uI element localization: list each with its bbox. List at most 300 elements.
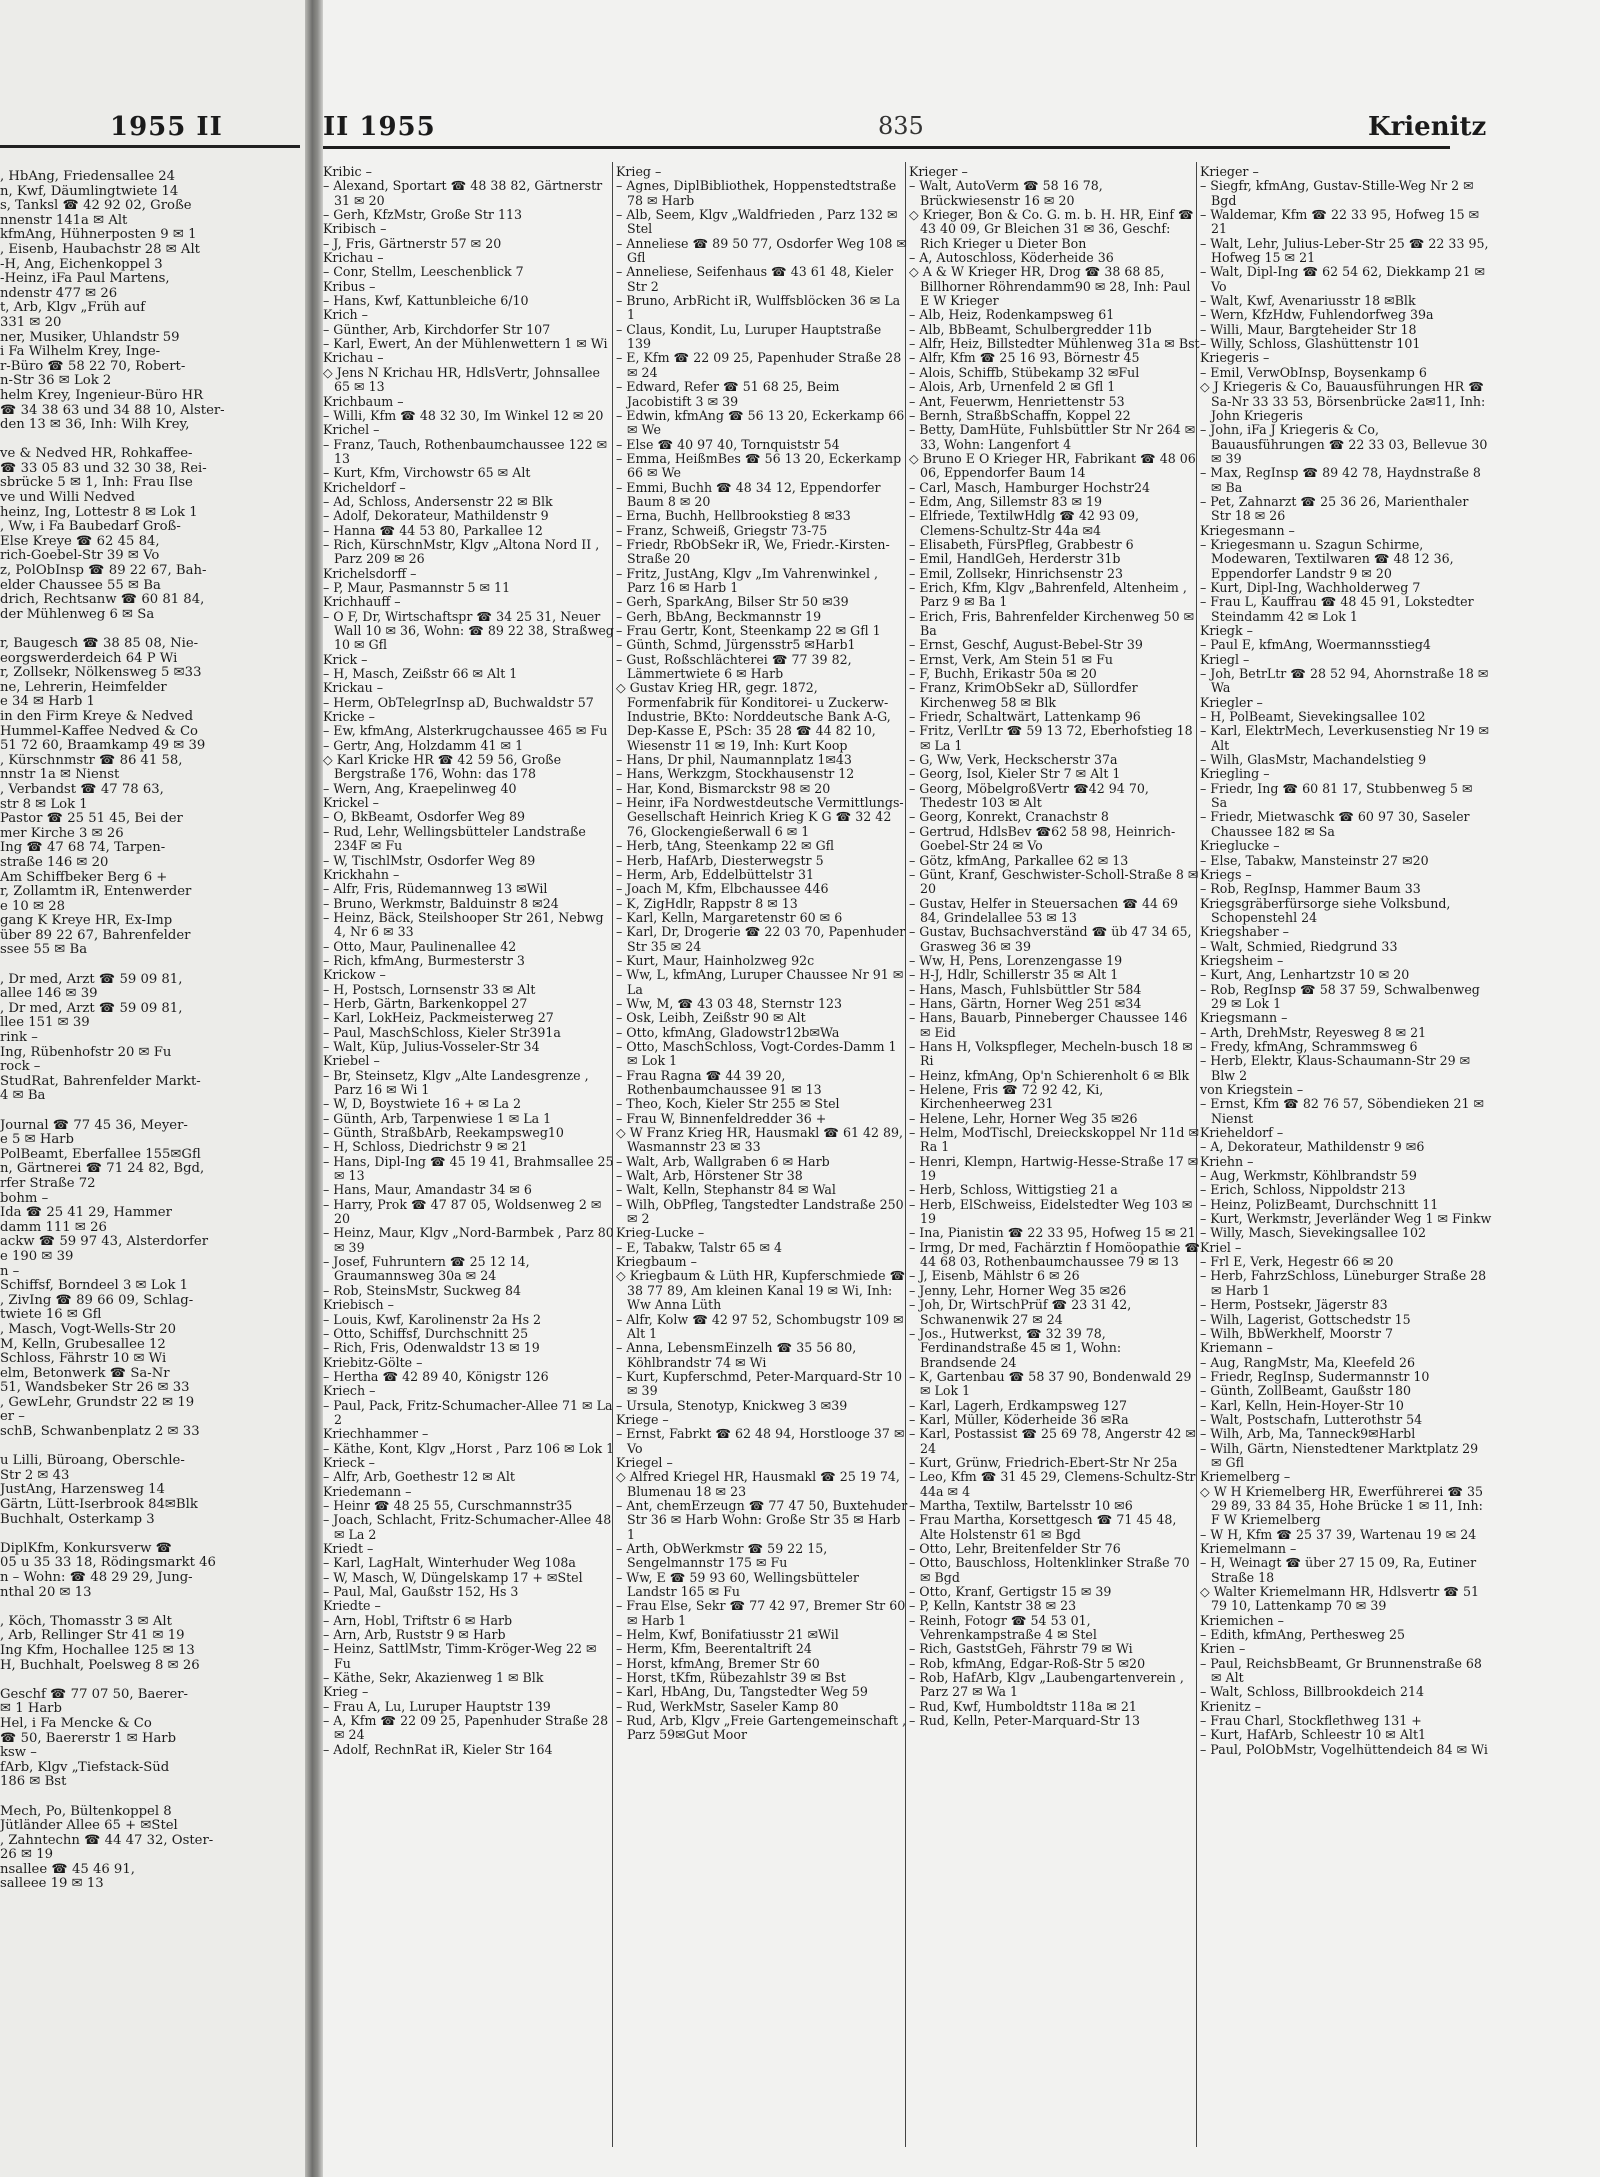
directory-entry: – Frau Charl, Stockflethweg 131 + (1200, 1713, 1422, 1729)
surname-heading: Kriedt – (323, 1541, 374, 1556)
directory-entry: – Walt, Schloss, Billbrookdeich 214 (1200, 1684, 1425, 1700)
directory-entry: – Joach, Schlacht, Fritz-Schumacher-Allee 48 ✉ La 2 (323, 1512, 612, 1542)
surname-heading: Kricheldorf – (323, 479, 406, 495)
left-page-line: nthal 20 ✉ 13 (0, 1584, 92, 1600)
directory-entry: – Elfriede, TextilwHdlg ☎ 42 93 09, Clemens-Schultz-Str 44a ✉4 (909, 508, 1139, 538)
directory-entry: – Herb, FahrzSchloss, Lüneburger Straße 28 ✉ Harb 1 (1200, 1268, 1487, 1298)
left-page-line: n, Gärtnerei ☎ 71 24 82, Bgd, (0, 1161, 205, 1177)
left-page-line: Hummel-Kaffee Nedved & Co (0, 723, 198, 739)
directory-entry: – Ww, H, Pens, Lorenzengasse 19 (909, 952, 1123, 968)
directory-entry: – J, Eisenb, Mählstr 6 ✉ 26 (909, 1268, 1080, 1284)
left-page-line: sbrücke 5 ✉ 1, Inh: Frau Ilse (0, 475, 193, 491)
directory-entry: – Anneliese ☎ 89 50 77, Osdorfer Weg 108 ✉ Gfl (616, 235, 907, 266)
left-page-fragment (0, 0, 305, 2177)
directory-entry: – Max, RegInsp ☎ 89 42 78, Haydnstraße 8 ✉ Ba (1200, 465, 1481, 495)
directory-entry: – H, Weinagt ☎ über 27 15 09, Ra, Eutiner Straße 18 (1200, 1555, 1477, 1585)
directory-entry: – Pet, Zahnarzt ☎ 25 36 26, Marienthaler Str 18 ✉ 26 (1200, 493, 1469, 524)
left-page-line: nnstr 1a ✉ Nienst (0, 767, 120, 783)
directory-entry: – Hans, Kwf, Kattunbleiche 6/10 (323, 293, 529, 309)
left-page-line: ackw ☎ 59 97 43, Alsterdorfer (0, 1234, 209, 1250)
directory-entry: – Gerh, BbAng, Beckmannstr 19 (616, 608, 822, 624)
left-page-column (0, 170, 300, 1892)
left-page-line: str 8 ✉ Lok 1 (0, 796, 88, 812)
directory-entry: – Frau Martha, Korsettgesch ☎ 71 45 48, Alte Holstenstr 61 ✉ Bgd (909, 1512, 1177, 1542)
business-entry: ◇ J Kriegeris & Co, Bauausführungen HR ☎ Sa-Nr 33 33 53, Börsenbrücke 2a✉11, Inh: John Kriegeris (1200, 379, 1486, 423)
directory-entry: – Kurt, Ang, Lenhartzstr 10 ✉ 20 (1200, 967, 1410, 983)
left-page-line: i Fa Wilhelm Krey, Inge- (0, 344, 161, 360)
surname-heading: Krichhauff – (323, 594, 401, 610)
left-page-line: Mech, Po, Bültenkoppel 8 (0, 1803, 172, 1819)
surname-heading: Krieglucke – (1200, 838, 1280, 854)
directory-entry: – Rich, Fris, Odenwaldstr 13 ✉ 19 (323, 1340, 540, 1356)
surname-heading: Krieg – (616, 164, 662, 179)
directory-column-3 (909, 165, 1201, 1728)
directory-entry: – Rich, GaststGeh, Fährstr 79 ✉ Wi (909, 1641, 1133, 1657)
directory-entry: – J, Fris, Gärtnerstr 57 ✉ 20 (323, 235, 502, 251)
directory-entry: – Wilh, Arb, Ma, Tanneck9✉Harbl (1200, 1426, 1416, 1442)
left-page-line: , Köch, Thomasstr 3 ✉ Alt (0, 1613, 172, 1629)
directory-entry: – Alfr, Arb, Goethestr 12 ✉ Alt (323, 1469, 515, 1485)
surname-heading: Krichau – (323, 250, 384, 266)
directory-entry: – Louis, Kwf, Karolinenstr 2a Hs 2 (323, 1311, 542, 1327)
directory-entry: – Joh, Dr, WirtschPrüf ☎ 23 31 42, Schwanenwik 27 ✉ 24 (909, 1297, 1132, 1327)
directory-entry: – Rob, HafArb, Klgv „Laubengartenverein , Parz 27 ✉ Wa 1 (909, 1670, 1184, 1700)
directory-entry: – Edm, Ang, Sillemstr 83 ✉ 19 (909, 493, 1103, 509)
surname-heading: Kriech – (323, 1383, 376, 1399)
directory-entry: – Georg, MöbelgroßVertr ☎42 94 70, Thedestr 103 ✉ Alt (909, 780, 1149, 811)
directory-entry: – Ant, Feuerwm, Henriettenstr 53 (909, 393, 1125, 409)
directory-entry: – Edwin, kfmAng ☎ 56 13 20, Eckerkamp 66 ✉ We (616, 407, 905, 438)
left-page-line: , GewLehr, Grundstr 22 ✉ 19 (0, 1394, 195, 1410)
surname-heading: Krieg – (323, 1684, 369, 1700)
directory-entry: – H-J, Hdlr, Schillerstr 35 ✉ Alt 1 (909, 967, 1119, 983)
left-page-line: rich-Goebel-Str 39 ✉ Vo (0, 548, 160, 564)
left-page-line: , Arb, Rellinger Str 41 ✉ 19 (0, 1628, 185, 1644)
directory-entry: – Otto, Kranf, Gertigstr 15 ✉ 39 (909, 1584, 1112, 1600)
surname-heading: Kricke – (323, 709, 375, 725)
directory-entry: – Alfr, Kolw ☎ 42 97 52, Schombugstr 109 ✉ Alt 1 (616, 1311, 904, 1341)
directory-entry: – Herm, Arb, Eddelbüttelstr 31 (616, 866, 815, 882)
left-page-line: schB, Schwanbenplatz 2 ✉ 33 (0, 1424, 200, 1440)
left-page-line: z, PolObInsp ☎ 89 22 67, Bah- (0, 563, 207, 579)
left-page-line: n, Kwf, Däumlingtwiete 14 (0, 183, 179, 199)
left-page-line: nnenstr 141a ✉ Alt (0, 212, 128, 228)
directory-entry: – Herm, ObTelegrInsp aD, Buchwaldstr 57 (323, 694, 594, 710)
directory-entry: – Helene, Fris ☎ 72 92 42, Ki, Kirchenheerweg 231 (909, 1082, 1104, 1112)
directory-entry: – P, Maur, Pasmannstr 5 ✉ 11 (323, 579, 511, 595)
directory-entry: – Hans, Dipl-Ing ☎ 45 19 41, Brahmsallee 25 ✉ 13 (323, 1153, 614, 1184)
left-page-line: Ing, Rübenhofstr 20 ✉ Fu (0, 1044, 172, 1060)
surname-heading: Krien – (1200, 1641, 1246, 1657)
directory-entry: – Alois, Schiffb, Stübekamp 32 ✉Ful (909, 364, 1140, 380)
directory-entry: – Heinz, PolizBeamt, Durchschnitt 11 (1200, 1196, 1439, 1212)
directory-entry: – Hans, Gärtn, Horner Weg 251 ✉34 (909, 995, 1142, 1011)
left-page-line: ☎ 33 05 83 und 32 30 38, Rei- (0, 460, 207, 476)
directory-entry: – Arn, Hobl, Triftstr 6 ✉ Harb (323, 1612, 513, 1628)
directory-entry: – Willi, Maur, Bargteheider Str 18 (1200, 321, 1417, 337)
directory-entry: – Osk, Leibh, Zeißstr 90 ✉ Alt (616, 1010, 806, 1026)
directory-entry: – Karl, Kelln, Margaretenstr 60 ✉ 6 (616, 909, 843, 925)
left-page-line: Schloss, Fährstr 10 ✉ Wi (0, 1351, 167, 1367)
directory-entry: – Gustav, Helfer in Steuersachen ☎ 44 69 84, Grindelallee 53 ✉ 13 (909, 895, 1179, 925)
left-page-line: Gärtn, Lütt-Iserbrook 84✉Blk (0, 1497, 198, 1513)
left-page-line: rink – (0, 1030, 38, 1046)
surname-heading: Kribisch – (323, 221, 387, 237)
directory-entry: – W, TischlMstr, Osdorfer Weg 89 (323, 852, 536, 868)
left-page-line (0, 1104, 300, 1119)
directory-entry: – Heinz, Bäck, Steilshooper Str 261, Nebwg 4, Nr 6 ✉ 33 (323, 909, 604, 940)
directory-entry: – Waldemar, Kfm ☎ 22 33 95, Hofweg 15 ✉ 21 (1200, 207, 1480, 237)
left-page-line: der Mühlenweg 6 ✉ Sa (0, 606, 155, 622)
directory-entry: – Friedr, Schaltwärt, Lattenkamp 96 (909, 709, 1141, 725)
left-page-line: in den Firm Kreye & Nedved (0, 708, 194, 724)
page-header-left: II 1955 (323, 112, 436, 142)
directory-entry: – Karl, LokHeiz, Packmeisterweg 27 (323, 1010, 554, 1026)
surname-heading: Kriegsmann – (1200, 1010, 1288, 1026)
directory-entry: – Wilh, Lagerist, Gottschedstr 15 (1200, 1311, 1411, 1327)
directory-entry: – Herb, ElSchweiss, Eidelstedter Weg 103 ✉ 19 (909, 1196, 1193, 1227)
left-page-line: u Lilli, Büroang, Oberschle- (0, 1453, 185, 1469)
surname-heading: Krieger – (1200, 164, 1259, 179)
left-page-line: Geschf ☎ 77 07 50, Baerer- (0, 1686, 189, 1702)
book-gutter (305, 0, 323, 2177)
directory-entry: – Hans, Maur, Amandastr 34 ✉ 6 (323, 1182, 532, 1198)
directory-entry: – Alb, BbBeamt, Schulbergredder 11b (909, 321, 1152, 337)
surname-heading: Kriemelmann – (1200, 1541, 1297, 1556)
left-page-line: e 34 ✉ Harb 1 (0, 694, 95, 710)
surname-heading: Kriemichen – (1200, 1612, 1284, 1628)
directory-entry: – H, Schloss, Diedrichstr 9 ✉ 21 (323, 1139, 528, 1155)
directory-entry: – Wern, Ang, Kraepelinweg 40 (323, 780, 517, 796)
left-page-line: r, Zollamtm iR, Entenwerder (0, 884, 192, 900)
directory-entry: – Paul, Mal, Gaußstr 152, Hs 3 (323, 1584, 519, 1600)
directory-entry: – Käthe, Kont, Klgv „Horst , Parz 106 ✉ Lok 1 (323, 1440, 615, 1456)
left-page-line: mer Kirche 3 ✉ 26 (0, 825, 124, 841)
directory-entry: Kriegsgräberfürsorge siehe Volksbund, Schopenstehl 24 (1200, 895, 1451, 925)
header-rule (323, 146, 1450, 149)
directory-column-4 (1200, 165, 1492, 1757)
directory-entry: – Rob, RegInsp, Hammer Baum 33 (1200, 881, 1421, 897)
left-page-line: nsallee ☎ 45 46 91, (0, 1861, 135, 1877)
left-page-line: n – Wohn: ☎ 48 29 29, Jung- (0, 1570, 193, 1585)
directory-entry: – Kurt, Kfm, Virchowstr 65 ✉ Alt (323, 465, 531, 481)
directory-entry: – Alois, Arb, Urnenfeld 2 ✉ Gfl 1 (909, 379, 1116, 395)
directory-entry: – Frau Ragna ☎ 44 39 20, Rothenbaumchaussee 91 ✉ 13 (616, 1067, 822, 1097)
left-page-line: kfmAng, Hühnerposten 9 ✉ 1 (0, 227, 197, 243)
left-page-line: Else Kreye ☎ 62 45 84, (0, 533, 160, 549)
directory-entry: – Rud, WerkMstr, Saseler Kamp 80 (616, 1698, 839, 1714)
left-page-line: bohm – (0, 1190, 49, 1206)
directory-entry: – G, Ww, Verk, Heckscherstr 37a (909, 752, 1118, 768)
directory-entry: – Karl, Müller, Köderheide 36 ✉Ra (909, 1411, 1129, 1427)
left-page-line (0, 1790, 300, 1805)
directory-entry: – Günt, Kranf, Geschwister-Scholl-Straße 8 ✉ 20 (909, 866, 1199, 897)
left-page-line: e 190 ✉ 39 (0, 1248, 74, 1264)
directory-entry: – Fredy, kfmAng, Schrammsweg 6 (1200, 1038, 1418, 1054)
directory-entry: – Hans H, Volkspfleger, Mecheln-busch 18 ✉ Ri (909, 1038, 1193, 1069)
directory-entry: – Ant, chemErzeugn ☎ 77 47 50, Buxtehuder Str 36 ✉ Harb Wohn: Große Str 35 ✉ Harb 1 (616, 1497, 908, 1542)
surname-heading: Krich – (323, 307, 368, 323)
directory-entry: – Harry, Prok ☎ 47 87 05, Woldsenweg 2 ✉ 20 (323, 1196, 602, 1227)
directory-entry: – Herb, Elektr, Klaus-Schaumann-Str 29 ✉ Blw 2 (1200, 1053, 1471, 1083)
directory-entry: – Horst, tKfm, Rübezahlstr 39 ✉ Bst (616, 1670, 846, 1686)
directory-entry: – Franz, Schweiß, Griegstr 73-75 (616, 522, 828, 538)
business-entry: ◇ Alfred Kriegel HR, Hausmakl ☎ 25 19 74, Blumenau 18 ✉ 23 (616, 1469, 900, 1499)
directory-entry: – Bernh, StraßbSchaffn, Koppel 22 (909, 407, 1131, 423)
directory-entry: – Paul, ReichsbBeamt, Gr Brunnenstraße 68 ✉ Alt (1200, 1655, 1482, 1686)
left-page-line: damm 111 ✉ 26 (0, 1219, 107, 1235)
left-page-line: n-Str 36 ✉ Lok 2 (0, 373, 112, 389)
directory-entry: – Emma, HeißmBes ☎ 56 13 20, Eckerkamp 66 ✉ We (616, 450, 902, 481)
surname-heading: Krichelsdorff – (323, 565, 417, 581)
directory-entry: – Karl, ElektrMech, Leverkusenstieg Nr 19 ✉ Alt (1200, 723, 1490, 753)
surname-heading: Kriemelberg – (1200, 1469, 1291, 1485)
left-page-line: PolBeamt, Eberfallee 155✉Gfl (0, 1146, 201, 1162)
left-page-line: , Verbandst ☎ 47 78 63, (0, 781, 164, 797)
directory-entry: – Kurt, HafArb, Schleestr 10 ✉ Alt1 (1200, 1727, 1427, 1743)
surname-heading: Kriebisch – (323, 1297, 394, 1313)
left-page-line (0, 958, 300, 973)
directory-entry: – Rob, SteinsMstr, Suckweg 84 (323, 1282, 521, 1298)
directory-entry: – Claus, Kondit, Lu, Luruper Hauptstraße 139 (616, 321, 882, 352)
left-page-line: ksw – (0, 1745, 37, 1761)
directory-entry: – Rud, Kelln, Peter-Marquard-Str 13 (909, 1713, 1140, 1729)
directory-entry: – Karl, Postassist ☎ 25 69 78, Angerstr 42 ✉ 24 (909, 1426, 1196, 1456)
directory-entry: – Alfr, Kfm ☎ 25 16 93, Börnestr 45 (909, 350, 1140, 366)
left-page-line: , Masch, Vogt-Wells-Str 20 (0, 1321, 177, 1337)
left-page-line: , Zahntechn ☎ 44 47 32, Oster- (0, 1832, 214, 1848)
surname-heading: Krickau – (323, 680, 384, 696)
directory-entry: – Gertrud, HdlsBev ☎62 58 98, Heinrich-Goebel-Str 24 ✉ Vo (909, 823, 1176, 854)
business-entry: ◇ Kriegbaum & Lüth HR, Kupferschmiede ☎ 38 77 89, Am kleinen Kanal 19 ✉ Wi, Inh: Ww Anna Lüth (616, 1268, 906, 1313)
directory-entry: – E, Kfm ☎ 22 09 25, Papenhuder Straße 28 ✉ 24 (616, 350, 902, 380)
directory-entry: – Rob, RegInsp ☎ 58 37 59, Schwalbenweg 29 ✉ Lok 1 (1200, 981, 1480, 1011)
left-page-header: 1955 II (110, 112, 223, 142)
left-page-line: ☎ 34 38 63 und 34 88 10, Alster- (0, 402, 225, 418)
directory-entry: – Agnes, DiplBibliothek, Hoppenstedtstraße 78 ✉ Harb (616, 178, 897, 208)
surname-heading: Kriedte – (323, 1598, 381, 1614)
directory-entry: – Rud, Arb, Klgv „Freie Gartengemeinschaft , Parz 59✉Gut Moor (616, 1713, 907, 1743)
left-page-line: 186 ✉ Bst (0, 1774, 67, 1790)
directory-entry: – Walt, Küp, Julius-Vosseler-Str 34 (323, 1038, 540, 1054)
directory-entry: – Günth, Schmd, Jürgensstr5 ✉Harb1 (616, 637, 856, 653)
directory-entry: – Hans, Masch, Fuhlsbüttler Str 584 (909, 981, 1142, 997)
directory-entry: – Friedr, Ing ☎ 60 81 17, Stubbenweg 5 ✉ Sa (1200, 780, 1473, 811)
directory-entry: – Günth, StraßbArb, Reekampsweg10 (323, 1125, 564, 1141)
directory-entry: – Alb, Heiz, Rodenkampsweg 61 (909, 307, 1115, 323)
left-page-line: Journal ☎ 77 45 36, Meyer- (0, 1117, 188, 1133)
directory-entry: – Hans, Dr phil, Naumannplatz 1✉43 (616, 752, 852, 768)
directory-entry: – Bruno, ArbRicht iR, Wulffsblöcken 36 ✉ La 1 (616, 293, 901, 323)
left-page-line (0, 622, 300, 637)
directory-entry: – Aug, Werkmstr, Köhlbrandstr 59 (1200, 1168, 1417, 1184)
directory-entry: – Ew, kfmAng, Alsterkrugchaussee 465 ✉ Fu (323, 723, 608, 739)
directory-entry: – H, PolBeamt, Sievekingsallee 102 (1200, 709, 1426, 725)
directory-entry: – O F, Dr, Wirtschaftspr ☎ 34 25 31, Neuer Wall 10 ✉ 36, Wohn: ☎ 89 22 38, Straßweg 10 ✉ Gfl (323, 608, 614, 653)
right-page (323, 0, 1600, 2177)
directory-entry: – Betty, DamHüte, Fuhlsbüttler Str Nr 264 ✉ 33, Wohn: Langenfort 4 (909, 422, 1196, 452)
directory-entry: – Günth, ZollBeamt, Gaußstr 180 (1200, 1383, 1412, 1399)
directory-entry: – Karl, HbAng, Du, Tangstedter Weg 59 (616, 1684, 868, 1700)
directory-entry: – Walt, Arb, Wallgraben 6 ✉ Harb (616, 1153, 830, 1169)
surname-heading: Kribus – (323, 278, 376, 294)
directory-entry: – Paul, MaschSchloss, Kieler Str391a (323, 1024, 561, 1040)
directory-entry: – Frau W, Binnenfeldredder 36 + (616, 1110, 827, 1126)
directory-entry: – Alfr, Heiz, Billstedter Mühlenweg 31a ✉ Bst (909, 336, 1200, 352)
directory-entry: – W H, Kfm ☎ 25 37 39, Wartenau 19 ✉ 24 (1200, 1526, 1477, 1542)
directory-entry: – Willy, Masch, Sievekingsallee 102 (1200, 1225, 1427, 1241)
directory-entry: – Ww, L, kfmAng, Luruper Chaussee Nr 91 ✉ La (616, 967, 904, 997)
left-page-line: helm Krey, Ingenieur-Büro HR (0, 387, 204, 403)
left-page-line: Ing ☎ 47 68 74, Tarpen- (0, 840, 166, 856)
directory-entry: – Gerh, KfzMstr, Große Str 113 (323, 207, 522, 223)
surname-heading: Kriebel – (323, 1053, 380, 1069)
surname-heading: Krickow – (323, 967, 386, 983)
left-page-line: r, Baugesch ☎ 38 85 08, Nie- (0, 636, 199, 651)
business-entry: ◇ Krieger, Bon & Co. G. m. b. H. HR, Einf ☎ 43 40 09, Gr Bleichen 31 ✉ 36, Geschf: Rich Krieger u Dieter Bon (909, 207, 1194, 251)
left-page-line: ✉ 1 Harb (0, 1701, 62, 1717)
directory-entry: – Gust, Roßschlächterei ☎ 77 39 82, Lämmertwiete 6 ✉ Harb (616, 651, 852, 682)
left-page-line: , HbAng, Friedensallee 24 (0, 169, 176, 184)
directory-entry: – Fritz, JustAng, Klgv „Im Vahrenwinkel , Parz 16 ✉ Harb 1 (616, 565, 878, 595)
surname-heading: Krickel – (323, 795, 379, 811)
directory-entry: – K, ZigHdlr, Rappstr 8 ✉ 13 (616, 895, 798, 911)
directory-entry: – P, Kelln, Kantstr 38 ✉ 23 (909, 1598, 1077, 1614)
directory-entry: – Friedr, RegInsp, Sudermannstr 10 (1200, 1368, 1430, 1384)
left-page-line: heinz, Ing, Lottestr 8 ✉ Lok 1 (0, 504, 198, 520)
left-page-line: Ida ☎ 25 41 29, Hammer (0, 1205, 172, 1221)
directory-entry: – Ernst, Kfm ☎ 82 76 57, Söbendieken 21 ✉ Nienst (1200, 1096, 1485, 1126)
directory-entry: – Fritz, VerlLtr ☎ 59 13 72, Eberhofstieg 18 ✉ La 1 (909, 723, 1193, 753)
directory-entry: – Rich, kfmAng, Burmesterstr 3 (323, 952, 525, 968)
directory-entry: – H, Postsch, Lornsenstr 33 ✉ Alt (323, 981, 536, 997)
directory-entry: – Friedr, Mietwaschk ☎ 60 97 30, Saseler Chaussee 182 ✉ Sa (1200, 809, 1470, 839)
surname-heading: Kriegsheim – (1200, 952, 1284, 968)
directory-entry: – Günth, Arb, Tarpenwiese 1 ✉ La 1 (323, 1110, 552, 1126)
directory-entry: – Walt, Postschafn, Lutterothstr 54 (1200, 1411, 1423, 1427)
directory-entry: – Walt, Kwf, Avenariusstr 18 ✉Blk (1200, 293, 1416, 309)
business-entry: ◇ W Franz Krieg HR, Hausmakl ☎ 61 42 89, Wasmannstr 23 ✉ 33 (616, 1125, 904, 1155)
left-page-line: 26 ✉ 19 (0, 1847, 53, 1863)
left-page-line (0, 433, 300, 448)
directory-entry: – E, Tabakw, Talstr 65 ✉ 4 (616, 1239, 783, 1255)
directory-entry: – Günther, Arb, Kirchdorfer Str 107 (323, 321, 551, 337)
directory-entry: – Walt, Schmied, Riedgrund 33 (1200, 938, 1398, 954)
left-page-line: den 13 ✉ 36, Inh: Wilh Krey, (0, 417, 190, 433)
directory-entry: – Walt, Dipl-Ing ☎ 62 54 62, Diekkamp 21 ✉ Vo (1200, 264, 1486, 294)
directory-entry: – Henri, Klempn, Hartwig-Hesse-Straße 17 ✉ 19 (909, 1153, 1199, 1184)
directory-entry: – Aug, RangMstr, Ma, Kleefeld 26 (1200, 1354, 1416, 1370)
directory-entry: – Irmg, Dr med, Fachärztin f Homöopathie ☎ 44 68 03, Rothenbaumchaussee 79 ✉ 13 (909, 1239, 1201, 1270)
left-page-line: Schiffsf, Borndeel 3 ✉ Lok 1 (0, 1278, 189, 1294)
directory-entry: – Wilh, BbWerkhelf, Moorstr 7 (1200, 1325, 1393, 1341)
directory-entry: – Rich, KürschnMstr, Klgv „Altona Nord II , Parz 209 ✉ 26 (323, 536, 600, 567)
left-page-line: DiplKfm, Konkursverw ☎ (0, 1540, 173, 1556)
surname-heading: Krieheldorf – (1200, 1125, 1284, 1141)
left-page-line: ne, Lehrerin, Heimfelder (0, 679, 167, 695)
left-page-line: , Kürschnmstr ☎ 86 41 58, (0, 752, 183, 768)
directory-entry: – Georg, Konrekt, Cranachstr 8 (909, 809, 1109, 825)
directory-entry: – Else ☎ 40 97 40, Tornquiststr 54 (616, 436, 840, 452)
surname-heading: Kribic – (323, 164, 372, 179)
directory-entry: – Frau Else, Sekr ☎ 77 42 97, Bremer Str 60 ✉ Harb 1 (616, 1598, 906, 1628)
left-page-line: 51, Wandsbeker Str 26 ✉ 33 (0, 1380, 190, 1396)
directory-entry: – Reinh, Fotogr ☎ 54 53 01, Vehrenkampstraße 4 ✉ Stel (909, 1612, 1097, 1643)
directory-entry: – A, Kfm ☎ 22 09 25, Papenhuder Straße 28 ✉ 24 (323, 1713, 609, 1743)
directory-entry: – Walt, Kelln, Stephanstr 84 ✉ Wal (616, 1182, 836, 1198)
directory-entry: – Ernst, Fabrkt ☎ 62 48 94, Horstlooge 37 ✉ Vo (616, 1426, 905, 1456)
left-page-line: JustAng, Harzensweg 14 (0, 1482, 165, 1498)
directory-entry: – Carl, Masch, Hamburger Hochstr24 (909, 479, 1150, 495)
left-page-line: ndenstr 477 ✉ 26 (0, 285, 118, 301)
directory-entry: – Herm, Kfm, Beerentaltrift 24 (616, 1641, 812, 1657)
directory-entry: – Siegfr, kfmAng, Gustav-Stille-Weg Nr 2 ✉ Bgd (1200, 178, 1474, 208)
directory-entry: – Heinz, kfmAng, Op'n Schierenholt 6 ✉ Blk (909, 1067, 1190, 1083)
directory-entry: – Heinr ☎ 48 25 55, Curschmannstr35 (323, 1497, 573, 1513)
left-page-line: , Dr med, Arzt ☎ 59 09 81, (0, 971, 183, 987)
directory-entry: – Leo, Kfm ☎ 31 45 29, Clemens-Schultz-Str 44a ✉ 4 (909, 1469, 1196, 1499)
directory-entry: – Wilh, ObPfleg, Tangstedter Landstraße 250 ✉ 2 (616, 1196, 904, 1227)
left-page-line: 4 ✉ Ba (0, 1088, 46, 1104)
directory-entry: – F, Buchh, Erikastr 50a ✉ 20 (909, 666, 1097, 682)
left-page-line: straße 146 ✉ 20 (0, 854, 109, 870)
directory-entry: – Georg, Isol, Kieler Str 7 ✉ Alt 1 (909, 766, 1121, 782)
directory-entry: – Edward, Refer ☎ 51 68 25, Beim Jacobistift 3 ✉ 39 (616, 379, 840, 409)
directory-entry: – Wilh, GlasMstr, Machandelstieg 9 (1200, 752, 1427, 768)
business-entry: ◇ Gustav Krieg HR, gegr. 1872, Formenfabrik für Konditorei- u Zuckerw-Industrie, BKto: Norddeutsche Bank A-G, Dep-Kasse E, PSch: 35 28 ☎ 44 82 10, Wiesenstr 11 ✉ 19, Inh: Kurt Koop (616, 680, 891, 753)
directory-entry: – Rob, kfmAng, Edgar-Roß-Str 5 ✉20 (909, 1655, 1146, 1671)
surname-heading: Kriegl – (1200, 651, 1250, 667)
left-page-line: H, Buchhalt, Poelsweg 8 ✉ 26 (0, 1657, 200, 1673)
directory-entry: – Paul, PolObMstr, Vogelhüttendeich 84 ✉ Wi (1200, 1741, 1488, 1757)
directory-entry: – Kurt, Dipl-Ing, Wachholderweg 7 (1200, 579, 1421, 595)
business-entry: ◇ A & W Krieger HR, Drog ☎ 38 68 85, Billhorner Röhrendamm90 ✉ 28, Inh: Paul E W Krieger (909, 264, 1191, 309)
left-page-line: ve und Willi Nedved (0, 490, 135, 506)
directory-entry: – Käthe, Sekr, Akazienweg 1 ✉ Blk (323, 1670, 544, 1686)
surname-heading: Kriechhammer – (323, 1426, 429, 1442)
left-page-line: über 89 22 67, Bahrenfelder (0, 927, 191, 943)
directory-entry: – Hanna ☎ 44 53 80, Parkallee 12 (323, 522, 543, 538)
directory-entry: – Rud, Lehr, Wellingsbütteler Landstraße 234F ✉ Fu (323, 823, 586, 854)
left-page-line: Ing Kfm, Hochallee 125 ✉ 13 (0, 1642, 195, 1658)
directory-entry: – Erich, Fris, Bahrenfelder Kirchenweg 50 ✉ Ba (909, 608, 1195, 638)
directory-entry: – W, D, Boystwiete 16 + ✉ La 2 (323, 1096, 521, 1112)
left-page-line: Am Schiffbeker Berg 6 + (0, 869, 168, 885)
directory-entry: – Erich, Kfm, Klgv „Bahrenfeld, Altenheim , Parz 9 ✉ Ba 1 (909, 579, 1187, 610)
left-page-line: rfer Straße 72 (0, 1175, 96, 1191)
left-page-line: drich, Rechtsanw ☎ 60 81 84, (0, 592, 205, 608)
left-page-line: elm, Betonwerk ☎ Sa-Nr (0, 1365, 170, 1381)
directory-entry: – Erna, Buchh, Hellbrookstieg 8 ✉33 (616, 508, 851, 524)
surname-heading: Krienitz – (1200, 1698, 1262, 1714)
surname-heading: Kriehn – (1200, 1153, 1254, 1169)
directory-entry: – Otto, Lehr, Breitenfelder Str 76 (909, 1541, 1121, 1556)
surname-heading: Kriegk – (1200, 623, 1253, 638)
directory-entry: – Martha, Textilw, Bartelsstr 10 ✉6 (909, 1497, 1133, 1513)
left-page-line: ve & Nedved HR, Rohkaffee- (0, 446, 193, 462)
directory-entry: – Emmi, Buchh ☎ 48 34 12, Eppendorfer Baum 8 ✉ 20 (616, 479, 881, 509)
directory-entry: – W, Masch, W, Düngelskamp 17 + ✉Stel (323, 1569, 583, 1585)
left-page-line: 05 u 35 33 18, Rödingsmarkt 46 (0, 1555, 216, 1571)
directory-entry: – Otto, MaschSchloss, Vogt-Cordes-Damm 1 ✉ Lok 1 (616, 1038, 897, 1069)
left-page-line: s, Tanksl ☎ 42 92 02, Große (0, 198, 192, 214)
directory-entry: – Frl E, Verk, Hegestr 66 ✉ 20 (1200, 1254, 1394, 1270)
directory-entry: – Herb, tAng, Steenkamp 22 ✉ Gfl (616, 838, 835, 854)
directory-entry: – Frau L, Kauffrau ☎ 48 45 91, Lokstedter Steindamm 42 ✉ Lok 1 (1200, 594, 1474, 624)
left-page-line: n – (0, 1263, 20, 1279)
directory-entry: – Helene, Lehr, Horner Weg 35 ✉26 (909, 1110, 1138, 1126)
left-header-rule (0, 145, 300, 148)
